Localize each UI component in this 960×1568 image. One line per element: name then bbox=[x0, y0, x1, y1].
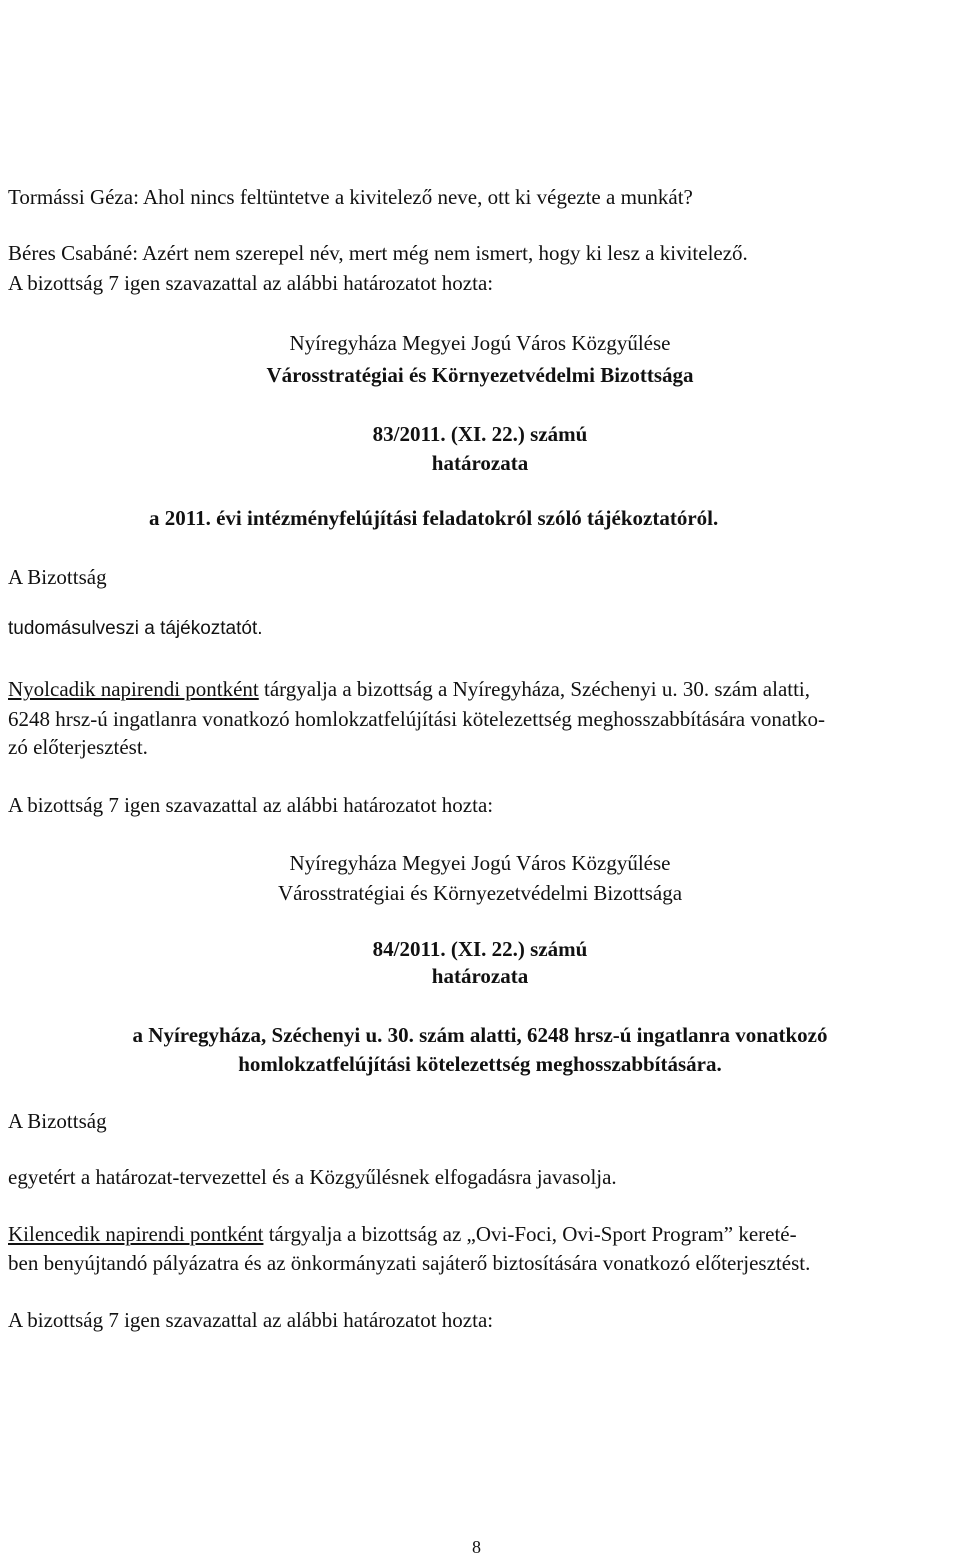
resolution-83-number: 83/2011. (XI. 22.) számú bbox=[372, 422, 588, 446]
resolution-84-subject-line1: a Nyíregyháza, Széchenyi u. 30. szám alatti, 6248 hrsz-ú ingatlanra vonatkozó bbox=[132, 1023, 828, 1047]
item9-line2: ben benyújtandó pályázatra és az önkormányzati sajáterő biztosítására vonatkozó előterjesztést. bbox=[8, 1251, 811, 1275]
item8-line1 bbox=[8, 676, 810, 702]
item9-rest: tárgyalja a bizottság az „Ovi-Foci, Ovi-Sport Program” kereté- bbox=[263, 1222, 797, 1246]
resolution-84-label: határozata bbox=[431, 964, 529, 988]
resolution-84-body-line1: Nyíregyháza Megyei Jogú Város Közgyűlése bbox=[289, 851, 671, 875]
item9-lead: Kilencedik napirendi pontként bbox=[8, 1222, 264, 1246]
resolution-84-number: 84/2011. (XI. 22.) számú bbox=[372, 937, 588, 961]
vote-statement-2: A bizottság 7 igen szavazattal az alábbi határozatot hozta: bbox=[8, 793, 494, 817]
resolution-83-label: határozata bbox=[431, 451, 529, 475]
resolution-84-body-line2: Városstratégiai és Környezetvédelmi Bizottsága bbox=[277, 881, 683, 905]
beres-answer: Béres Csabáné: Azért nem szerepel név, mert még nem ismert, hogy ki lesz a kivitelező. bbox=[8, 241, 748, 265]
resolution-83-body-line1: Nyíregyháza Megyei Jogú Város Közgyűlése bbox=[289, 331, 671, 355]
resolution-84-committee: A Bizottság bbox=[8, 1109, 107, 1133]
resolution-84-subject-line2: homlokzatfelújítási kötelezettség meghosszabbítására. bbox=[238, 1052, 722, 1076]
page-number: 8 bbox=[472, 1537, 481, 1557]
item8-rest: tárgyalja a bizottság a Nyíregyháza, Széchenyi u. 30. szám alatti, bbox=[258, 677, 811, 701]
item8-line2: 6248 hrsz-ú ingatlanra vonatkozó homlokzatfelújítási kötelezettség meghosszabbítására vonatko- bbox=[8, 707, 825, 731]
vote-statement-3: A bizottság 7 igen szavazattal az alábbi határozatot hozta: bbox=[8, 1308, 494, 1332]
resolution-84-decision: egyetért a határozat-tervezettel és a Közgyűlésnek elfogadásra javasolja. bbox=[8, 1165, 617, 1189]
resolution-83-committee: A Bizottság bbox=[8, 565, 107, 589]
item8-lead: Nyolcadik napirendi pontként bbox=[8, 677, 259, 701]
vote-statement-1: A bizottság 7 igen szavazattal az alábbi határozatot hozta: bbox=[8, 271, 494, 295]
item9-line1 bbox=[8, 1221, 797, 1247]
tormassi-question: Tormássi Géza: Ahol nincs feltüntetve a kivitelező neve, ott ki végezte a munkát? bbox=[8, 185, 693, 209]
item8-line3: zó előterjesztést. bbox=[8, 735, 148, 759]
resolution-83-body-line2: Városstratégiai és Környezetvédelmi Bizottsága bbox=[266, 363, 694, 387]
resolution-83-decision: tudomásulveszi a tájékoztatót. bbox=[8, 618, 263, 639]
resolution-83-subject: a 2011. évi intézményfelújítási feladatokról szóló tájékoztatóról. bbox=[149, 506, 719, 530]
